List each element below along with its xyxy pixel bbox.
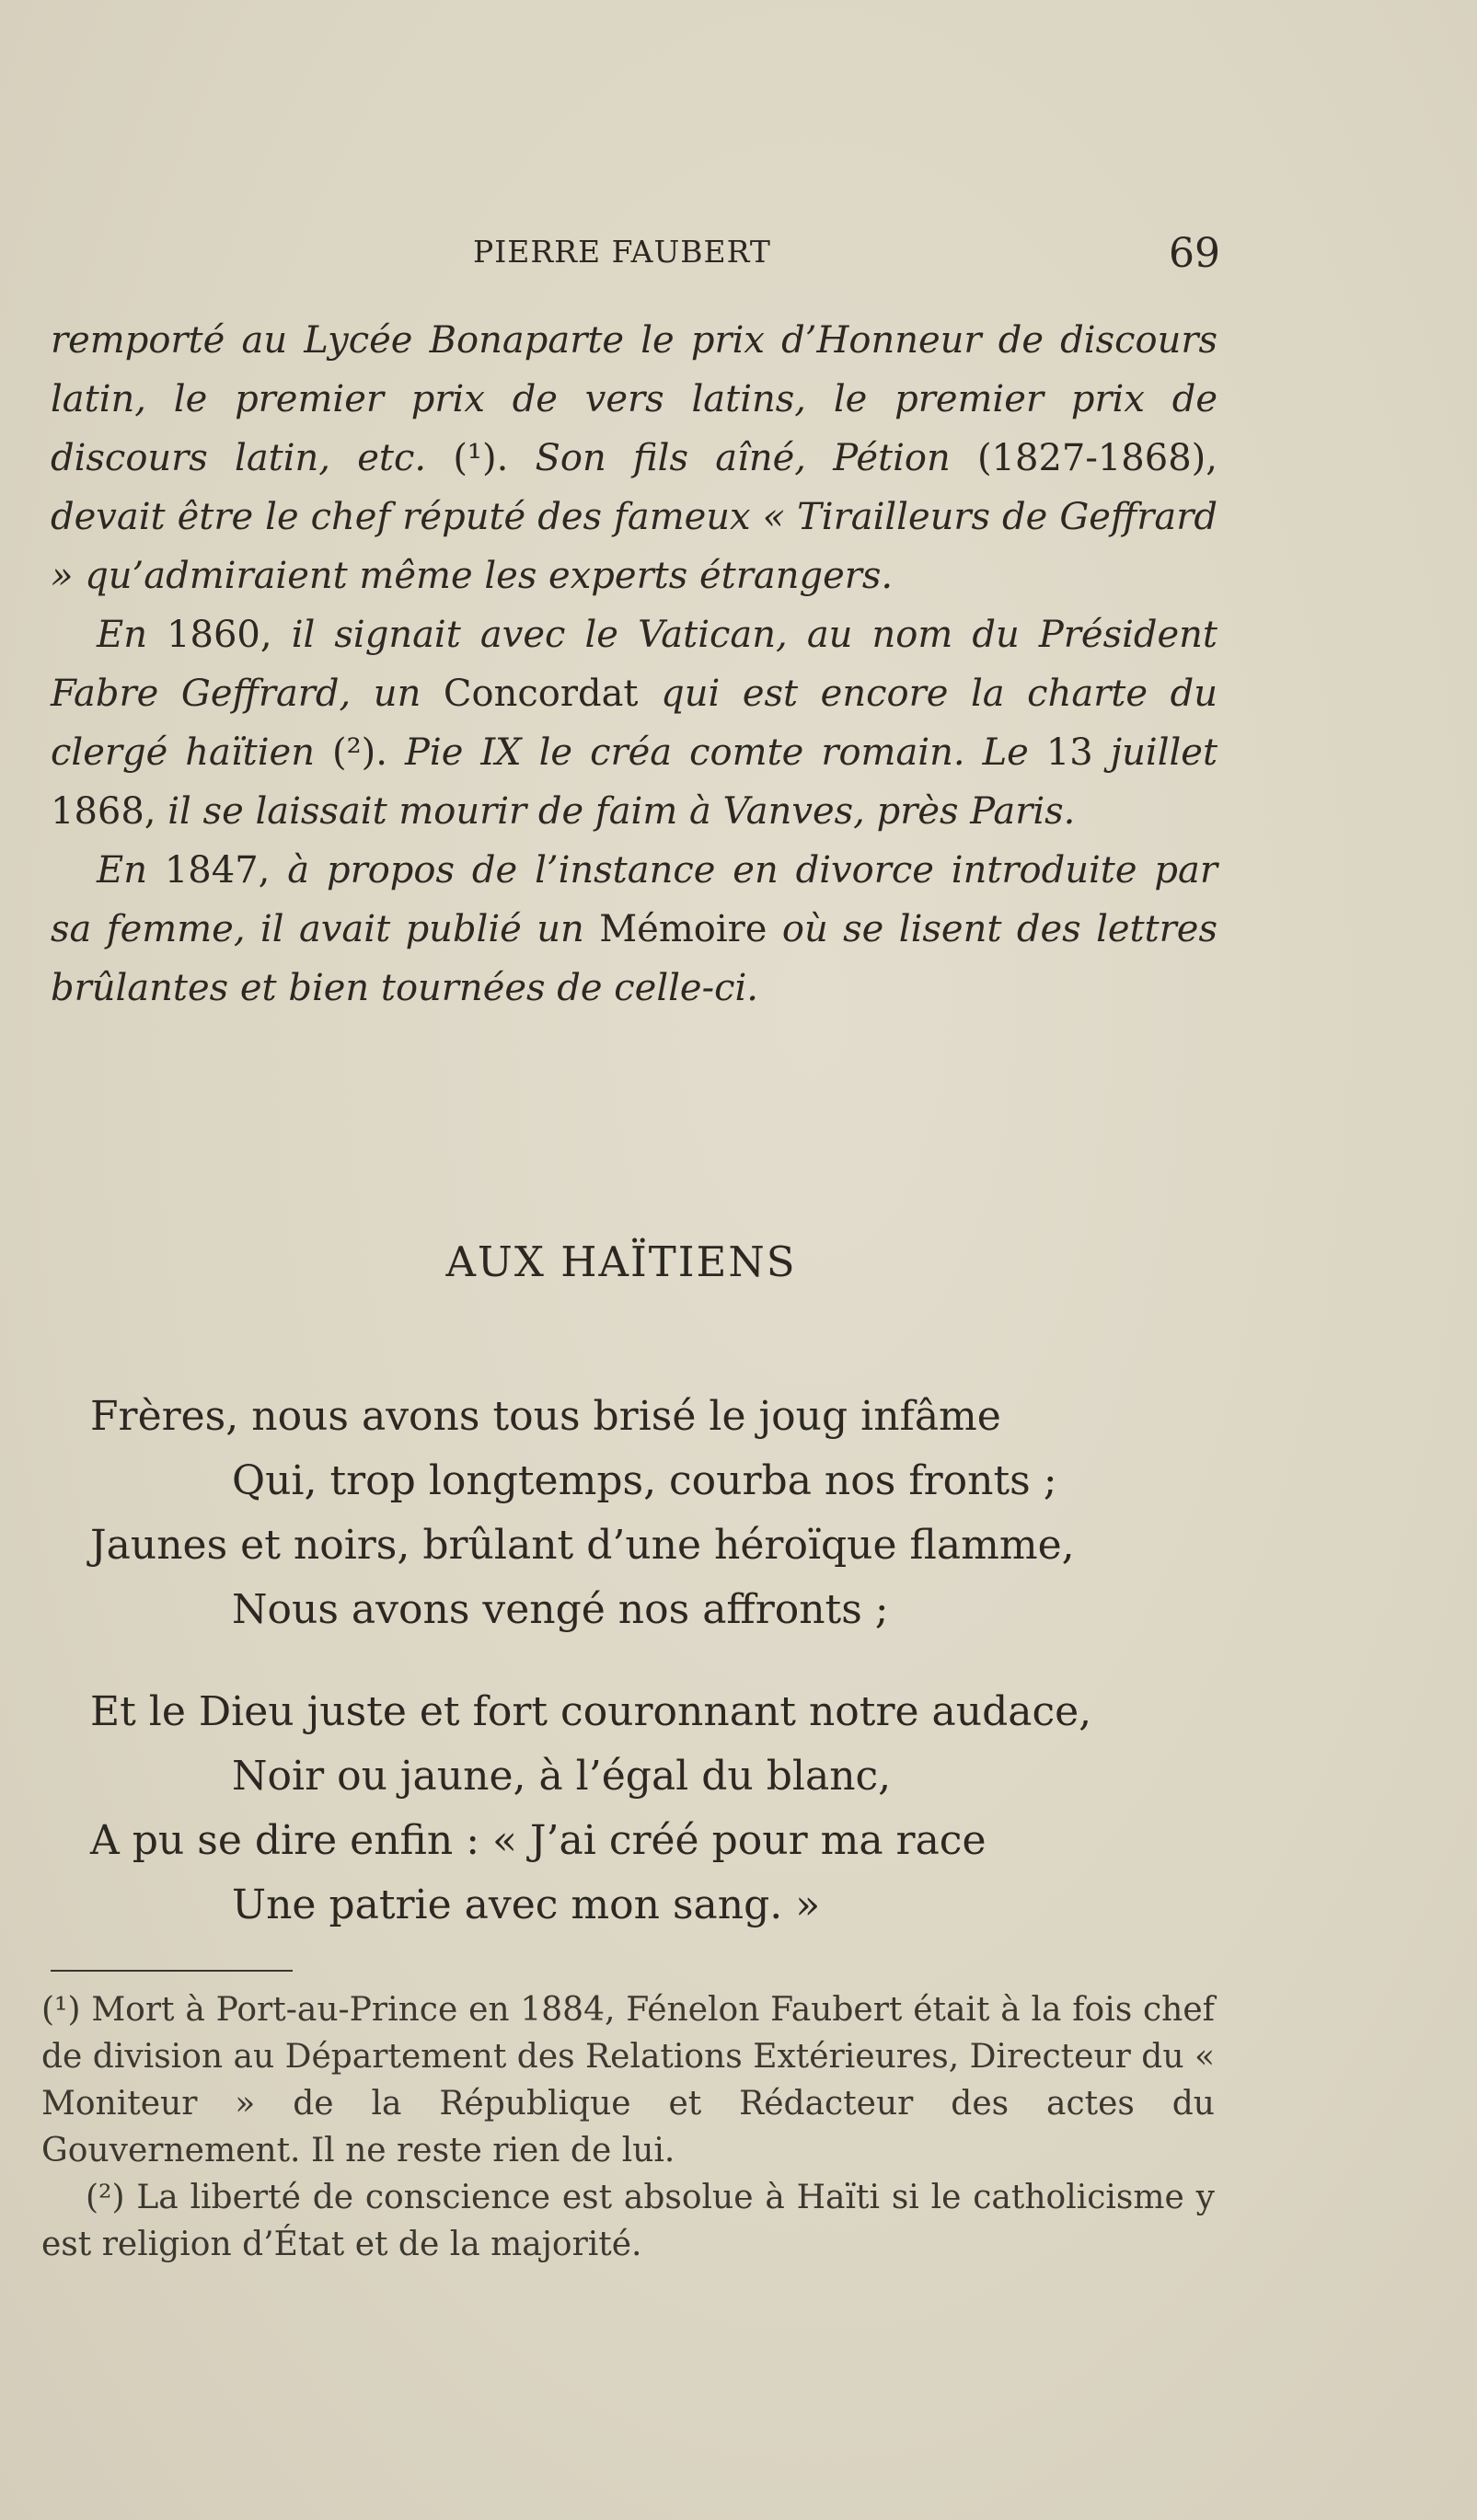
- header-title: PIERRE FAUBERT: [473, 234, 771, 270]
- verse-line: A pu se dire enfin : « J’ai créé pour ma race: [90, 1817, 987, 1864]
- verse-line: Nous avons vengé nos affronts ;: [232, 1586, 889, 1633]
- paragraph-1: remporté au Lycée Bonaparte le prix d’Honneur de discours latin, le premier prix de vers latins, le premier prix de discours latin, etc. (¹). Son fils aîné, Pétion (1827-1868), devait être le chef réputé des fameux « Tirailleurs de Geffrard » qu’admiraient même les experts étrangers.: [51, 319, 1217, 597]
- prose-text: [51, 311, 1217, 1018]
- page-number: 69: [1169, 230, 1220, 277]
- verse-line: Qui, trop longtemps, courba nos fronts ;: [232, 1457, 1057, 1504]
- paragraph-2: En 1860, il signait avec le Vatican, au nom du Président Fabre Geffrard, un Concordat qui est encore la charte du clergé haïtien (²). Pie IX le créa comte romain. Le 13 juillet 1868, il se laissait mourir de faim à Vanves, près Paris.: [51, 614, 1218, 833]
- footnotes: [41, 1986, 1215, 2268]
- verse-line: Et le Dieu juste et fort couronnant notre audace,: [90, 1688, 1092, 1735]
- footnote-2: (²) La liberté de conscience est absolue à Haïti si le catholicisme y est religion d’État et de la majorité.: [41, 2179, 1215, 2263]
- running-head: [0, 230, 1477, 276]
- poem-title: AUX HAÏTIENS: [445, 1237, 797, 1286]
- verse-line: Jaunes et noirs, brûlant d’une héroïque flamme,: [90, 1522, 1075, 1569]
- verse-line: Frères, nous avons tous brisé le joug infâme: [90, 1393, 1001, 1440]
- footnote-1: (¹) Mort à Port-au-Prince en 1884, Fénelon Faubert était à la fois chef de division au Département des Relations Extérieures, Directeur du « Moniteur » de la République et Rédacteur des actes du Gouvernement. Il ne reste rien de lui.: [41, 1991, 1215, 2169]
- footnote-divider: [51, 1970, 293, 1972]
- stanza-1: [90, 1385, 1231, 1642]
- stanza-2: [90, 1680, 1231, 1938]
- poem: [90, 1385, 1231, 1975]
- verse-line: Noir ou jaune, à l’égal du blanc,: [232, 1753, 892, 1800]
- verse-line: Une patrie avec mon sang. »: [232, 1881, 821, 1928]
- paragraph-3: En 1847, à propos de l’instance en divorce introduite par sa femme, il avait publié un Mémoire où se lisent des lettres brûlantes et bien tournées de celle-ci.: [51, 849, 1218, 1009]
